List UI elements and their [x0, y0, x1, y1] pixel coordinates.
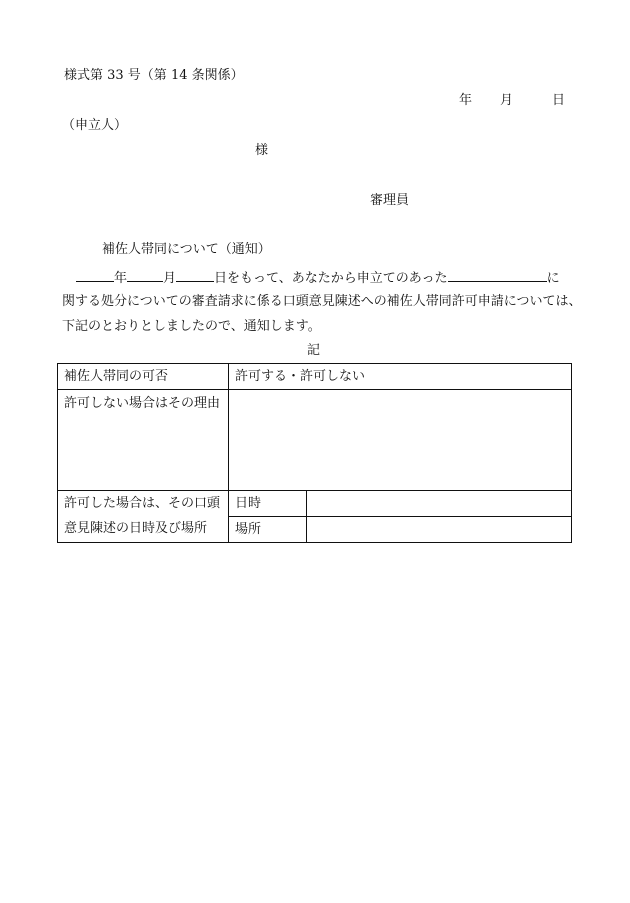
place-value [307, 517, 572, 543]
reason-value [229, 390, 572, 491]
reason-label: 許可しない場合はその理由 [58, 390, 229, 491]
date-year-label: 年 [459, 93, 473, 108]
body-year-label: 年 [114, 271, 128, 286]
subject-blank [448, 268, 547, 282]
body-month-label: 月 [163, 271, 177, 286]
table-row-permission [58, 364, 572, 390]
body-line-1 [76, 268, 560, 287]
permission-value: 許可する・許可しない [229, 364, 572, 390]
month-blank [127, 268, 163, 282]
date-day-label: 日 [552, 93, 566, 108]
table-row-datetime [58, 491, 572, 517]
date-month-label: 月 [500, 93, 514, 108]
honorific: 様 [255, 143, 269, 158]
body-line-3: 下記のとおりとしましたので、通知します。 [62, 319, 321, 334]
datetime-label: 日時 [229, 491, 307, 517]
table-row-reason [58, 390, 572, 491]
year-blank [76, 268, 114, 282]
place-label: 場所 [229, 517, 307, 543]
day-blank [176, 268, 214, 282]
datetime-value [307, 491, 572, 517]
table-row-place [58, 517, 572, 543]
form-number: 様式第 33 号（第 14 条関係） [64, 68, 244, 83]
body-particle: に [546, 271, 560, 286]
oral-label-line2: 意見陳述の日時及び場所 [58, 517, 229, 543]
permission-label: 補佐人帯同の可否 [58, 364, 229, 390]
subject-title: 補佐人帯同について（通知） [102, 242, 271, 257]
notice-table [57, 363, 572, 543]
ki-label: 記 [307, 343, 321, 358]
issuer: 審理員 [370, 193, 410, 208]
oral-label-line1: 許可した場合は、その口頭 [58, 491, 229, 517]
applicant-label: （申立人） [62, 118, 128, 133]
body-day-text: 日をもって、あなたから申立てのあった [214, 271, 448, 286]
body-line-2: 関する処分についての審査請求に係る口頭意見陳述への補佐人帯同許可申請については、 [62, 294, 582, 309]
